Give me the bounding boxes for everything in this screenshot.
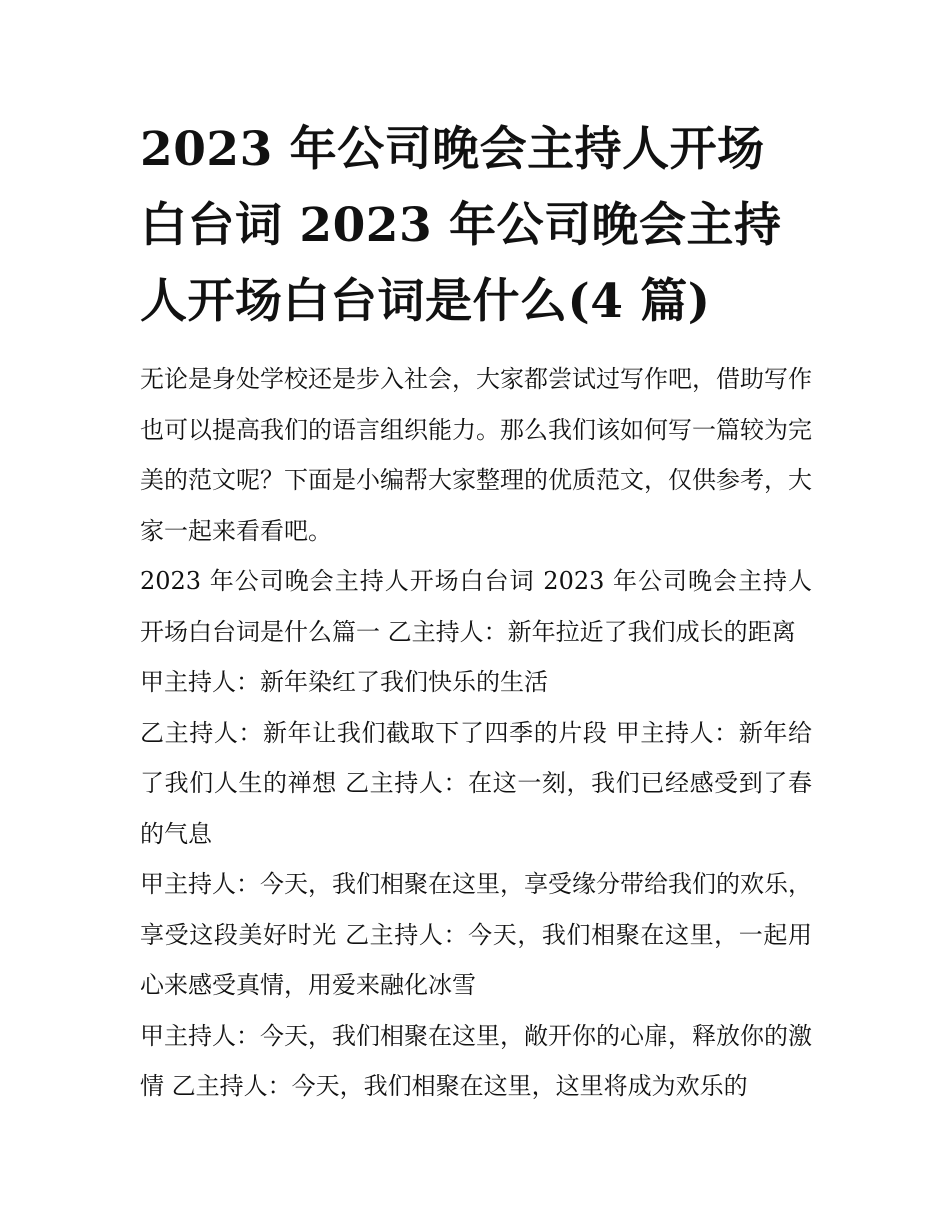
intro-paragraph: 无论是身处学校还是步入社会，大家都尝试过写作吧，借助写作也可以提高我们的语言组织能力。那么我们该如何写一篇较为完美的范文呢？下面是小编帮大家整理的优质范文，仅供参考，大家一起来看看吧。 — [140, 365, 812, 545]
dialogue-paragraph: 甲主持人：今天，我们相聚在这里，享受缘分带给我们的欢乐，享受这段美好时光 乙主持人：今天，我们相聚在这里，一起用心来感受真情，用爱来融化冰雪 — [140, 870, 812, 999]
dialogue-paragraph: 甲主持人：新年染红了我们快乐的生活 — [140, 668, 548, 696]
dialogue-paragraph: 甲主持人：今天，我们相聚在这里，敞开你的心扉，释放你的激情 乙主持人：今天，我们相聚在这里，这里将成为欢乐的 — [140, 1021, 812, 1100]
document-title: 2023 年公司晚会主持人开场白台词 2023 年公司晚会主持人开场白台词是什么(4 篇) — [140, 122, 782, 329]
dialogue-paragraph: 乙主持人：新年让我们截取下了四季的片段 甲主持人：新年给了我们人生的禅想 乙主持人：在这一刻，我们已经感受到了春的气息 — [140, 718, 812, 848]
document-body — [140, 354, 812, 1112]
document-page — [140, 112, 812, 1112]
article-heading-paragraph: 2023 年公司晚会主持人开场白台词 2023 年公司晚会主持人开场白台词是什么篇一 乙主持人：新年拉近了我们成长的距离 — [140, 567, 812, 646]
